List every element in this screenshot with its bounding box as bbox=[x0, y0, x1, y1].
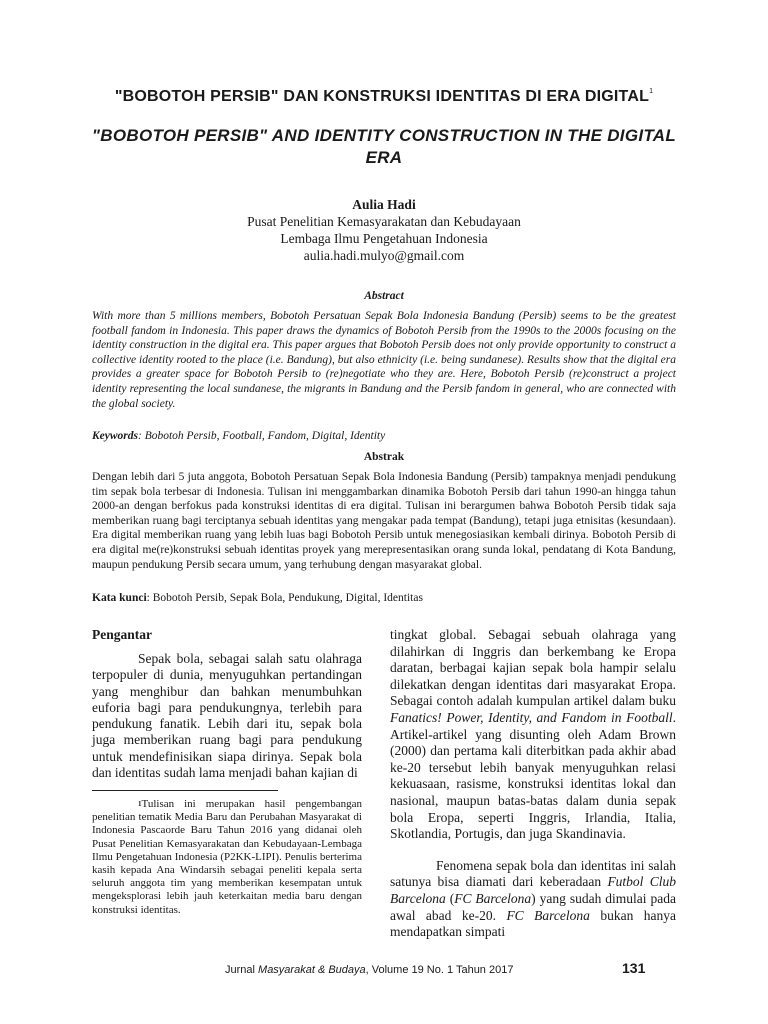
text-run: ) yang sudah dimulai pada awal abad ke-20. bbox=[390, 890, 676, 923]
body-column-left bbox=[92, 651, 362, 781]
author-affiliation-2: Lembaga Ilmu Pengetahuan Indonesia bbox=[280, 231, 488, 246]
keywords bbox=[92, 430, 676, 442]
text-run: . Artikel-artikel yang disunting oleh Adam Brown (2000) dan pertama kali diterbitkan pada akhir abad ke-20 tersebut lebih banyak menyuguhkan relasi kekuasaan, rasisme, konstruksi identitas lokal dan nasional, maupun batas-batas dalam dunia sepak bola Eropa, seperti Inggris, Irlandia, Italia, Skotlandia, Portugis, dan juga Skandinavia. bbox=[390, 709, 676, 842]
body-paragraph: Sepak bola, sebagai salah satu olahraga terpopuler di dunia, menyuguhkan pertandingan yang menghibur dan bahkan menumbuhkan euforia bagi para pendukungnya, terlebih para pendukung fanatik. Lebih dari itu, sepak bola juga memberikan ruang bagi para pendukung untuk mendefinisikan siapa dirinya. Sepak bola dan identitas sudah lama menjadi bahan kajian di bbox=[92, 651, 362, 781]
journal-prefix: Jurnal bbox=[225, 964, 259, 976]
title-indonesian bbox=[0, 88, 768, 106]
title-id-text: "BOBOTOH PERSIB" DAN KONSTRUKSI IDENTITAS DI ERA DIGITAL bbox=[114, 88, 650, 105]
author-affiliation-1: Pusat Penelitian Kemasyarakatan dan Kebudayaan bbox=[247, 214, 521, 229]
abstract-heading: Abstract bbox=[364, 290, 404, 302]
abstrak-heading: Abstrak bbox=[363, 451, 405, 463]
footnote-divider bbox=[92, 790, 278, 791]
body-paragraph bbox=[390, 858, 676, 941]
kata-kunci-list: : Bobotoh Persib, Sepak Bola, Pendukung, Digital, Identitas bbox=[146, 592, 423, 604]
journal-volume: , Volume 19 No. 1 Tahun 2017 bbox=[365, 964, 514, 976]
club-name: Futbol Club Barcelona bbox=[390, 874, 676, 906]
title-english: "BOBOTOH PERSIB" AND IDENTITY CONSTRUCTION IN THE DIGITAL ERA bbox=[91, 126, 677, 167]
club-abbrev: FC Barcelona bbox=[454, 890, 532, 906]
keywords-label: Keywords bbox=[92, 430, 138, 442]
text-run: tingkat global. Sebagai sebuah olahraga yang dilahirkan di Inggris dan berkembang ke Eropa daratan, berbagai kajian sepak bola hampir selalu dilekatkan dengan identitas dari masyarakat Eropa. Sebagai contoh adalah kumpulan artikel dalam buku bbox=[390, 627, 676, 709]
keywords-list: : Bobotoh Persib, Football, Fandom, Digital, Identity bbox=[138, 430, 386, 442]
page-number: 131 bbox=[622, 960, 646, 976]
journal-name: Masyarakat & Budaya bbox=[258, 964, 366, 976]
footnote-mark: 1 bbox=[138, 800, 142, 808]
abstract-text: With more than 5 millions members, Bobotoh Persatuan Sepak Bola Indonesia Bandung (Persib) seems to be the greatest football fandom in Indonesia. This paper draws the dynamics of Bobotoh Persib from the 1990s to the 2000s focusing on the identity construction in the digital era. This paper argues that Bobotoh Persib does not only provide opportunity to construct a collective identity rooted to the place (i.e. Bandung), but also ethnicity (i.e. being sundanese). Results show that the digital era provides a greater space for Bobotoh Persib to (re)negotiate who they are. Here, Bobotoh Persib (re)construct a project identity representing the local sundanese, the migrants in Bandung and the Persib fandom in general, who are connected with the global society. bbox=[92, 310, 676, 410]
journal-footer bbox=[225, 964, 513, 976]
text-run: Fenomena sepak bola dan identitas ini salah satunya bisa diamati dari keberadaan bbox=[390, 857, 676, 890]
footnote bbox=[92, 798, 362, 917]
body-paragraph bbox=[390, 627, 676, 843]
club-abbrev: FC Barcelona bbox=[506, 907, 590, 923]
text-run: ( bbox=[445, 890, 455, 906]
author-name: Aulia Hadi bbox=[352, 197, 416, 212]
title-footnote-mark[interactable]: 1 bbox=[649, 88, 654, 95]
book-title: Fanatics! Power, Identity, and Fandom in Football bbox=[390, 709, 673, 725]
author-email[interactable]: aulia.hadi.mulyo@gmail.com bbox=[303, 248, 465, 263]
abstrak-text: Dengan lebih dari 5 juta anggota, Bobotoh Persatuan Sepak Bola Indonesia Bandung (Persib) tampaknya menjadi pendukung tim sepak bola terbesar di Indonesia. Tulisan ini menggambarkan dinamika Bobotoh Persib dari tahun 1990-an hingga tahun 2000-an dengan berfokus pada konstruksi identitas di era digital. Tulisan ini berargumen bahwa Bobotoh Persib tidak saja memberikan ruang bagi terciptanya sebuah identitas yang mengakar pada tempat (Bandung), tetapi juga etnisitas (kesundaan). Era digital memberikan ruang yang lebih luas bagi Bobotoh Persib untuk menegosiasikan kembali dirinya. Bobotoh Persib di era digital me(re)konstruksi sebuah identitas proyek yang merepresentasikan orang sunda lokal, pendatang di Kota Bandung, maupun pendukung Persib secara umum, yang terhubung dengan masyarakat global. bbox=[92, 471, 676, 571]
footnote-text: Tulisan ini merupakan hasil pengembangan penelitian tematik Media Baru dan Perubahan Masyarakat di Indonesia Pascaorde Baru Tahun 2016 yang didanai oleh Pusat Penelitian Kemasyarakatan dan Kebudayaan-Lembaga Ilmu Pengetahuan Indonesia (P2KK-LIPI). Penulis berterima kasih kepada Ana Windarsih sebagai peneliti kepala serta seluruh anggota tim yang memberikan kesempatan untuk mengeksplorasi lebih jauh keterkaitan media baru dengan konstruksi identitas. bbox=[92, 798, 362, 916]
text-run: bukan hanya mendapatkan simpati bbox=[390, 907, 676, 940]
kata-kunci-label: Kata kunci bbox=[92, 592, 147, 604]
section-heading-pengantar: Pengantar bbox=[92, 627, 152, 642]
author-block bbox=[0, 196, 768, 264]
kata-kunci bbox=[92, 592, 676, 604]
body-column-right bbox=[390, 627, 676, 941]
